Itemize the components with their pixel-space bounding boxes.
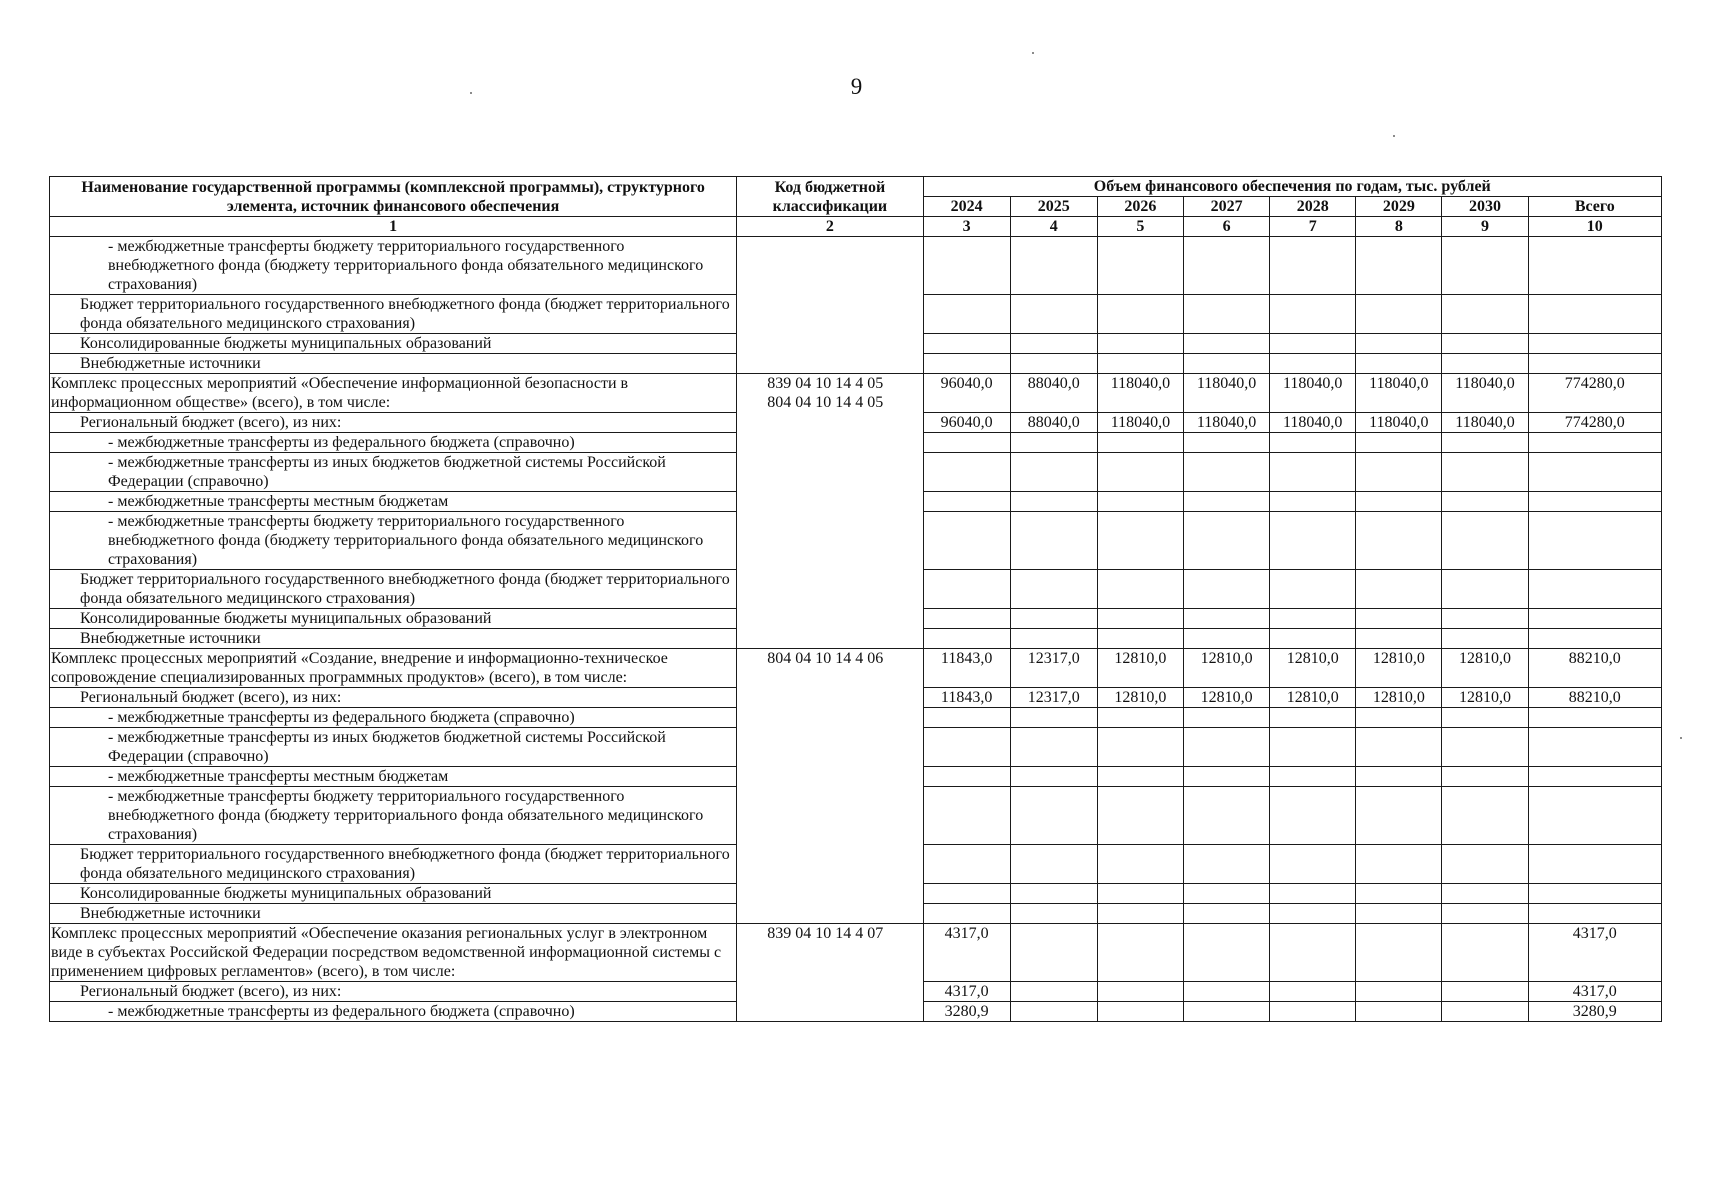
total-value-cell: 774280,0: [1528, 413, 1661, 433]
year-value-cell: [1356, 433, 1442, 453]
year-value-cell: [1010, 570, 1097, 609]
year-value-cell: [923, 433, 1010, 453]
year-value-cell: [1270, 492, 1356, 512]
source-name-cell: - межбюджетные трансферты из федерального бюджета (справочно): [50, 433, 737, 453]
year-value-cell: [1442, 609, 1528, 629]
scan-speck: [1393, 135, 1395, 137]
year-value-cell: [1442, 845, 1528, 884]
year-value-cell: [1442, 512, 1528, 570]
year-value-cell: [1097, 728, 1183, 767]
year-value-cell: [1270, 334, 1356, 354]
year-value-cell: [1442, 295, 1528, 334]
year-value-cell: [1270, 512, 1356, 570]
year-value-cell: [1184, 629, 1270, 649]
year-value-cell: [1184, 767, 1270, 787]
year-value-cell: [923, 453, 1010, 492]
total-value-cell: [1528, 787, 1661, 845]
header-year-2026: 2026: [1097, 197, 1183, 217]
year-value-cell: [1356, 904, 1442, 924]
year-value-cell: [923, 708, 1010, 728]
table-row: [50, 649, 1662, 688]
source-name-cell: - межбюджетные трансферты бюджету территориального государственного внебюджетного фонда (бюджету территориального фонда обязательного медицинского страхования): [50, 787, 737, 845]
source-name-cell: Бюджет территориального государственного внебюджетного фонда (бюджет территориального фонда обязательного медицинского страхования): [50, 570, 737, 609]
year-value-cell: 12810,0: [1270, 649, 1356, 688]
year-value-cell: [1356, 453, 1442, 492]
year-value-cell: 12810,0: [1356, 649, 1442, 688]
source-name-cell: Региональный бюджет (всего), из них:: [50, 688, 737, 708]
year-value-cell: [1356, 334, 1442, 354]
year-value-cell: [1356, 237, 1442, 295]
year-value-cell: [1442, 334, 1528, 354]
year-value-cell: [923, 629, 1010, 649]
year-value-cell: [1010, 884, 1097, 904]
table-body: [50, 237, 1662, 1022]
year-value-cell: [1270, 237, 1356, 295]
source-name-cell: Консолидированные бюджеты муниципальных образований: [50, 609, 737, 629]
year-value-cell: 118040,0: [1442, 413, 1528, 433]
year-value-cell: [1270, 453, 1356, 492]
year-value-cell: [1010, 334, 1097, 354]
header-year-2030: 2030: [1442, 197, 1528, 217]
year-value-cell: [1442, 453, 1528, 492]
total-value-cell: [1528, 845, 1661, 884]
year-value-cell: [1356, 767, 1442, 787]
year-value-cell: 118040,0: [1097, 413, 1183, 433]
header-column-number: 9: [1442, 217, 1528, 237]
year-value-cell: 12317,0: [1010, 688, 1097, 708]
year-value-cell: [1097, 453, 1183, 492]
year-value-cell: [1184, 924, 1270, 982]
year-value-cell: [1270, 924, 1356, 982]
year-value-cell: [1010, 924, 1097, 982]
header-column-number: 8: [1356, 217, 1442, 237]
year-value-cell: [1010, 492, 1097, 512]
source-name-cell: - межбюджетные трансферты местным бюджетам: [50, 492, 737, 512]
header-column-number: 3: [923, 217, 1010, 237]
year-value-cell: 12810,0: [1184, 688, 1270, 708]
year-value-cell: [923, 728, 1010, 767]
source-name-cell: Внебюджетные источники: [50, 629, 737, 649]
year-value-cell: [1010, 453, 1097, 492]
year-value-cell: [1356, 295, 1442, 334]
header-column-number: 1: [50, 217, 737, 237]
header-column-number: 2: [737, 217, 923, 237]
year-value-cell: 4317,0: [923, 924, 1010, 982]
year-value-cell: [1356, 728, 1442, 767]
header-kbk-column: Код бюджетной классификации: [737, 177, 923, 217]
year-value-cell: [1270, 295, 1356, 334]
year-value-cell: [1097, 924, 1183, 982]
year-value-cell: [1442, 728, 1528, 767]
year-value-cell: [1356, 629, 1442, 649]
source-name-cell: - межбюджетные трансферты из федерального бюджета (справочно): [50, 708, 737, 728]
year-value-cell: [1442, 1002, 1528, 1022]
year-value-cell: [1010, 1002, 1097, 1022]
year-value-cell: [1442, 787, 1528, 845]
year-value-cell: [1010, 295, 1097, 334]
year-value-cell: [1010, 982, 1097, 1002]
year-value-cell: [923, 904, 1010, 924]
year-value-cell: [1270, 629, 1356, 649]
year-value-cell: [1097, 354, 1183, 374]
year-value-cell: [1356, 787, 1442, 845]
year-value-cell: 96040,0: [923, 413, 1010, 433]
header-column-number: 6: [1184, 217, 1270, 237]
year-value-cell: [1356, 354, 1442, 374]
header-year-2024: 2024: [923, 197, 1010, 217]
year-value-cell: [1184, 453, 1270, 492]
year-value-cell: [1184, 237, 1270, 295]
year-value-cell: 118040,0: [1270, 374, 1356, 413]
year-value-cell: [1356, 982, 1442, 1002]
header-year-2028: 2028: [1270, 197, 1356, 217]
source-name-cell: Региональный бюджет (всего), из них:: [50, 413, 737, 433]
header-year-2025: 2025: [1010, 197, 1097, 217]
source-name-cell: - межбюджетные трансферты из федерального бюджета (справочно): [50, 1002, 737, 1022]
year-value-cell: [1184, 982, 1270, 1002]
source-name-cell: Бюджет территориального государственного внебюджетного фонда (бюджет территориального фонда обязательного медицинского страхования): [50, 295, 737, 334]
total-value-cell: [1528, 728, 1661, 767]
year-value-cell: [1010, 354, 1097, 374]
year-value-cell: [1442, 982, 1528, 1002]
total-value-cell: [1528, 629, 1661, 649]
year-value-cell: [1097, 512, 1183, 570]
year-value-cell: [1270, 845, 1356, 884]
total-value-cell: [1528, 453, 1661, 492]
year-value-cell: [1184, 570, 1270, 609]
header-year-2027: 2027: [1184, 197, 1270, 217]
year-value-cell: [1442, 904, 1528, 924]
total-value-cell: [1528, 904, 1661, 924]
year-value-cell: 118040,0: [1356, 413, 1442, 433]
year-value-cell: [1270, 1002, 1356, 1022]
source-name-cell: - межбюджетные трансферты местным бюджетам: [50, 767, 737, 787]
total-value-cell: [1528, 767, 1661, 787]
source-name-cell: Консолидированные бюджеты муниципальных образований: [50, 884, 737, 904]
year-value-cell: [1270, 884, 1356, 904]
year-value-cell: [1010, 787, 1097, 845]
source-name-cell: Внебюджетные источники: [50, 354, 737, 374]
year-value-cell: [1097, 334, 1183, 354]
table-row: [50, 237, 1662, 295]
year-value-cell: [923, 845, 1010, 884]
year-value-cell: [1184, 708, 1270, 728]
year-value-cell: [1270, 609, 1356, 629]
year-value-cell: [1442, 492, 1528, 512]
year-value-cell: [923, 609, 1010, 629]
year-value-cell: [1097, 884, 1183, 904]
year-value-cell: [1442, 629, 1528, 649]
source-name-cell: Консолидированные бюджеты муниципальных образований: [50, 334, 737, 354]
year-value-cell: [1097, 845, 1183, 884]
year-value-cell: [1356, 570, 1442, 609]
year-value-cell: [1184, 295, 1270, 334]
year-value-cell: 118040,0: [1270, 413, 1356, 433]
year-value-cell: [1270, 982, 1356, 1002]
total-value-cell: [1528, 433, 1661, 453]
year-value-cell: [1270, 904, 1356, 924]
total-value-cell: 3280,9: [1528, 1002, 1661, 1022]
year-value-cell: 118040,0: [1356, 374, 1442, 413]
year-value-cell: 12810,0: [1442, 688, 1528, 708]
table-row: [50, 374, 1662, 413]
year-value-cell: [1184, 609, 1270, 629]
year-value-cell: [1097, 570, 1183, 609]
year-value-cell: [1270, 570, 1356, 609]
year-value-cell: [1097, 492, 1183, 512]
source-name-cell: Региональный бюджет (всего), из них:: [50, 982, 737, 1002]
year-value-cell: [1270, 354, 1356, 374]
year-value-cell: [1184, 904, 1270, 924]
kbk-code-cell: 839 04 10 14 4 05 804 04 10 14 4 05: [737, 374, 923, 649]
year-value-cell: 118040,0: [1184, 374, 1270, 413]
total-value-cell: [1528, 570, 1661, 609]
year-value-cell: [923, 884, 1010, 904]
year-value-cell: [1097, 767, 1183, 787]
year-value-cell: [1270, 433, 1356, 453]
year-value-cell: [923, 492, 1010, 512]
year-value-cell: [1184, 512, 1270, 570]
year-value-cell: [1442, 354, 1528, 374]
year-value-cell: [1184, 787, 1270, 845]
year-value-cell: [1097, 609, 1183, 629]
year-value-cell: [1184, 334, 1270, 354]
year-value-cell: [1356, 1002, 1442, 1022]
year-value-cell: [1442, 767, 1528, 787]
year-value-cell: [1010, 904, 1097, 924]
total-value-cell: [1528, 512, 1661, 570]
source-name-cell: Бюджет территориального государственного внебюджетного фонда (бюджет территориального фонда обязательного медицинского страхования): [50, 845, 737, 884]
year-value-cell: [1442, 884, 1528, 904]
year-value-cell: 118040,0: [1097, 374, 1183, 413]
year-value-cell: [1097, 295, 1183, 334]
year-value-cell: [1184, 433, 1270, 453]
year-value-cell: [1442, 570, 1528, 609]
header-total: Всего: [1528, 197, 1661, 217]
source-name-cell: - межбюджетные трансферты из иных бюджетов бюджетной системы Российской Федерации (справочно): [50, 453, 737, 492]
total-value-cell: [1528, 884, 1661, 904]
year-value-cell: [1097, 237, 1183, 295]
year-value-cell: [1097, 433, 1183, 453]
year-value-cell: 96040,0: [923, 374, 1010, 413]
year-value-cell: [923, 295, 1010, 334]
year-value-cell: 12810,0: [1184, 649, 1270, 688]
year-value-cell: [1356, 924, 1442, 982]
kbk-code-cell: [737, 237, 923, 374]
year-value-cell: [1010, 433, 1097, 453]
total-value-cell: [1528, 708, 1661, 728]
year-value-cell: [923, 237, 1010, 295]
total-value-cell: 88210,0: [1528, 649, 1661, 688]
header-column-number: 4: [1010, 217, 1097, 237]
table-row: [50, 924, 1662, 982]
year-value-cell: [1442, 708, 1528, 728]
header-funding-column: Объем финансового обеспечения по годам, тыс. рублей: [923, 177, 1661, 197]
year-value-cell: [923, 334, 1010, 354]
year-value-cell: [1097, 904, 1183, 924]
year-value-cell: 12810,0: [1097, 688, 1183, 708]
year-value-cell: [1010, 512, 1097, 570]
year-value-cell: [1097, 982, 1183, 1002]
header-column-number: 10: [1528, 217, 1661, 237]
year-value-cell: [1270, 708, 1356, 728]
year-value-cell: [1097, 1002, 1183, 1022]
total-value-cell: [1528, 492, 1661, 512]
total-value-cell: 4317,0: [1528, 982, 1661, 1002]
program-name-cell: Комплекс процессных мероприятий «Создание, внедрение и информационно-техническое сопровождение специализированных программных продуктов» (всего), в том числе:: [50, 649, 737, 688]
year-value-cell: [1356, 845, 1442, 884]
source-name-cell: - межбюджетные трансферты из иных бюджетов бюджетной системы Российской Федерации (справочно): [50, 728, 737, 767]
header-name-column: Наименование государственной программы (комплексной программы), структурного элемента, источник финансового обеспечения: [50, 177, 737, 217]
program-name-cell: Комплекс процессных мероприятий «Обеспечение информационной безопасности в информационном обществе» (всего), в том числе:: [50, 374, 737, 413]
source-name-cell: - межбюджетные трансферты бюджету территориального государственного внебюджетного фонда (бюджету территориального фонда обязательного медицинского страхования): [50, 237, 737, 295]
total-value-cell: [1528, 609, 1661, 629]
year-value-cell: [1184, 884, 1270, 904]
year-value-cell: 12810,0: [1097, 649, 1183, 688]
year-value-cell: [1010, 629, 1097, 649]
year-value-cell: [1097, 629, 1183, 649]
year-value-cell: 4317,0: [923, 982, 1010, 1002]
year-value-cell: [1010, 845, 1097, 884]
year-value-cell: [1010, 708, 1097, 728]
scan-speck: [470, 92, 472, 94]
year-value-cell: [1356, 708, 1442, 728]
program-name-cell: Комплекс процессных мероприятий «Обеспечение оказания региональных услуг в электронном виде в субъектах Российской Федерации посредством ведомственной информационной системы с применением цифровых регламентов» (всего), в том числе:: [50, 924, 737, 982]
scan-speck: [1680, 737, 1682, 739]
year-value-cell: [1356, 884, 1442, 904]
year-value-cell: [1184, 845, 1270, 884]
year-value-cell: [1442, 924, 1528, 982]
kbk-code-cell: 839 04 10 14 4 07: [737, 924, 923, 1022]
year-value-cell: 3280,9: [923, 1002, 1010, 1022]
year-value-cell: 12317,0: [1010, 649, 1097, 688]
year-value-cell: [1442, 433, 1528, 453]
scan-speck: [1032, 52, 1034, 54]
year-value-cell: [923, 767, 1010, 787]
year-value-cell: [1184, 1002, 1270, 1022]
year-value-cell: [1356, 492, 1442, 512]
year-value-cell: [923, 354, 1010, 374]
year-value-cell: [1010, 609, 1097, 629]
total-value-cell: 4317,0: [1528, 924, 1661, 982]
year-value-cell: [1184, 354, 1270, 374]
year-value-cell: [1270, 787, 1356, 845]
year-value-cell: [1356, 512, 1442, 570]
year-value-cell: 88040,0: [1010, 413, 1097, 433]
total-value-cell: [1528, 354, 1661, 374]
source-name-cell: Внебюджетные источники: [50, 904, 737, 924]
header-year-2029: 2029: [1356, 197, 1442, 217]
page-number: 9: [850, 74, 863, 99]
year-value-cell: [1097, 708, 1183, 728]
year-value-cell: [923, 787, 1010, 845]
source-name-cell: - межбюджетные трансферты бюджету территориального государственного внебюджетного фонда (бюджету территориального фонда обязательного медицинского страхования): [50, 512, 737, 570]
header-column-number: 5: [1097, 217, 1183, 237]
year-value-cell: 12810,0: [1356, 688, 1442, 708]
year-value-cell: 88040,0: [1010, 374, 1097, 413]
total-value-cell: [1528, 334, 1661, 354]
year-value-cell: [1184, 492, 1270, 512]
year-value-cell: [1442, 237, 1528, 295]
total-value-cell: [1528, 295, 1661, 334]
year-value-cell: [1010, 237, 1097, 295]
year-value-cell: 11843,0: [923, 688, 1010, 708]
year-value-cell: 12810,0: [1442, 649, 1528, 688]
year-value-cell: [923, 570, 1010, 609]
year-value-cell: [1270, 728, 1356, 767]
year-value-cell: [1010, 767, 1097, 787]
year-value-cell: [1010, 728, 1097, 767]
year-value-cell: 11843,0: [923, 649, 1010, 688]
kbk-code-cell: 804 04 10 14 4 06: [737, 649, 923, 924]
total-value-cell: 774280,0: [1528, 374, 1661, 413]
total-value-cell: [1528, 237, 1661, 295]
year-value-cell: 118040,0: [1184, 413, 1270, 433]
year-value-cell: [1097, 787, 1183, 845]
year-value-cell: [923, 512, 1010, 570]
year-value-cell: [1270, 767, 1356, 787]
year-value-cell: [1356, 609, 1442, 629]
total-value-cell: 88210,0: [1528, 688, 1661, 708]
funding-table: [49, 176, 1662, 1022]
year-value-cell: [1184, 728, 1270, 767]
year-value-cell: 118040,0: [1442, 374, 1528, 413]
table-header: [50, 177, 1662, 237]
header-column-number: 7: [1270, 217, 1356, 237]
year-value-cell: 12810,0: [1270, 688, 1356, 708]
